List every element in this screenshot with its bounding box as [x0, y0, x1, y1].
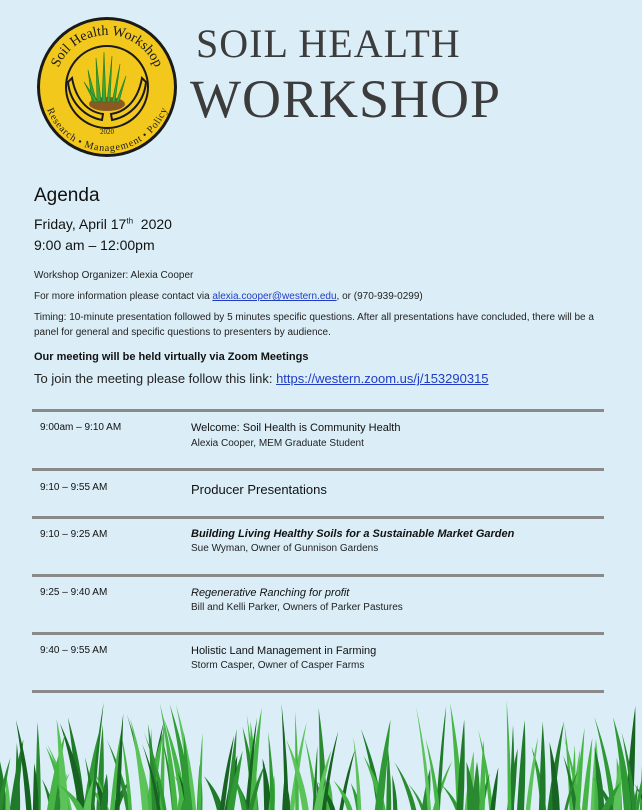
- grass-blade: [507, 701, 512, 810]
- slot-speaker: Alexia Cooper, MEM Graduate Student: [191, 438, 364, 449]
- grass-blade: [517, 720, 525, 810]
- table-rule: [32, 516, 604, 519]
- slot-time: 9:40 – 9:55 AM: [40, 645, 108, 656]
- table-rule: [32, 574, 604, 577]
- title-line-1: SOIL HEALTH: [196, 21, 461, 66]
- grass-blade: [395, 762, 417, 810]
- logo-bottom-text: Research • Management • Policy: [44, 106, 170, 155]
- slot-time: 9:00am – 9:10 AM: [40, 422, 122, 433]
- logo-ring-text: Soil Health Workshop: [48, 23, 166, 70]
- table-rule: [32, 632, 604, 635]
- grass-blade: [392, 775, 397, 810]
- table-rule: [32, 690, 604, 693]
- table-rule: [32, 409, 604, 412]
- slot-time: 9:25 – 9:40 AM: [40, 587, 108, 598]
- soil-health-logo: [36, 16, 178, 158]
- logo-year: 2020: [100, 128, 114, 136]
- slot-time: 9:10 – 9:25 AM: [40, 529, 108, 540]
- slot-title: Regenerative Ranching for profit: [191, 587, 350, 599]
- contact-line: For more information please contact via alexia.cooper@western.edu, or (970-939-0299): [34, 291, 423, 302]
- slot-speaker: Sue Wyman, Owner of Gunnison Gardens: [191, 543, 379, 554]
- slot-time: 9:10 – 9:55 AM: [40, 482, 108, 493]
- grass-blade: [353, 737, 361, 810]
- event-time: 9:00 am – 12:00pm: [34, 237, 155, 253]
- grass-blade: [490, 767, 498, 810]
- grass-decoration: [0, 700, 642, 810]
- slot-title: Building Living Healthy Soils for a Sustainable Market Garden: [191, 528, 515, 540]
- agenda-heading: Agenda: [34, 185, 100, 206]
- slot-speaker: Storm Casper, Owner of Casper Farms: [191, 660, 365, 671]
- grass-blade: [130, 719, 148, 810]
- zoom-link[interactable]: https://western.zoom.us/j/153290315: [276, 371, 489, 386]
- slot-title: Producer Presentations: [191, 482, 327, 497]
- grass-blade: [539, 721, 546, 810]
- organizer-line: Workshop Organizer: Alexia Cooper: [34, 270, 194, 281]
- title-line-2: WORKSHOP: [190, 69, 502, 129]
- join-line: To join the meeting please follow this link: https://western.zoom.us/j/153290315: [34, 371, 489, 386]
- table-rule: [32, 468, 604, 471]
- slot-speaker: Bill and Kelli Parker, Owners of Parker Pastures: [191, 602, 403, 613]
- grass-blade: [15, 743, 20, 810]
- contact-email-link[interactable]: alexia.cooper@western.edu: [212, 291, 337, 302]
- slot-title: Welcome: Soil Health is Community Health: [191, 422, 401, 434]
- meeting-note: Our meeting will be held virtually via Zoom Meetings: [34, 351, 309, 363]
- grass-blade: [416, 707, 431, 810]
- slot-title: Holistic Land Management in Farming: [191, 645, 377, 657]
- event-date: Friday, April 17th 2020: [34, 216, 172, 232]
- timing-note: Timing: 10-minute presentation followed by 5 minutes specific questions. After all presentations have concluded, there will be a panel for general and specific questions to presenters by audience.: [34, 312, 594, 338]
